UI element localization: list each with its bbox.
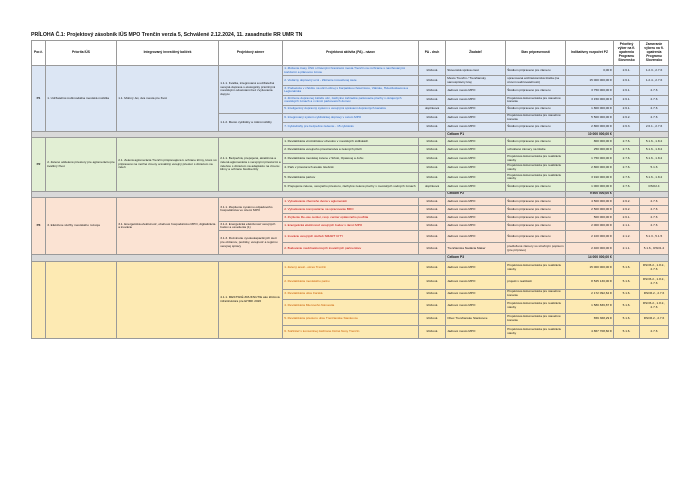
pa-cell: 1. Energetická efektívnosť verejných budov v rámci MPO — [283, 221, 419, 230]
budget-cell: 0,00 € — [566, 66, 614, 76]
pa-cell: 2. Revitalizácia verejného priestranstva a zelených plôch — [283, 146, 419, 154]
status-cell: Štúdium pripravené pre zámeru — [506, 205, 566, 213]
table-row — [32, 138, 669, 146]
pa-cell: 7. Cyklodráhy pre bezpečné riešenie - 15 cyklotrás — [283, 123, 419, 132]
row-number: P3 — [32, 197, 46, 254]
type-cell: kľúčová — [419, 173, 446, 182]
budget-cell: 800 000,00 € — [566, 138, 614, 146]
focus-cell: 1.2.4., 2.7.6 — [640, 76, 669, 86]
zamer-cell: 3.1.3. Rozvinutie vysokokapacitných sietí pre občanov, podniky, verejnosť a regiónu verejnej správy — [219, 231, 283, 255]
applicant-cell: Jadrové mesto MPO — [446, 138, 506, 146]
applicant-cell: Jadrové mesto MPO — [446, 221, 506, 230]
selection-cell: 2.6.2. — [614, 205, 640, 213]
applicant-cell: Jadrové mesto MPO — [446, 173, 506, 182]
applicant-cell: Jadrové mesto MPO — [446, 261, 506, 275]
type-cell: kľúčová — [419, 95, 446, 105]
status-cell: Projektová dokumentácia pre realizáciu stavby — [506, 163, 566, 172]
budget-cell: 1 800 000,00 € — [566, 105, 614, 113]
applicant-cell: Jadrové mesto MPO — [446, 325, 506, 338]
type-cell: kľúčová — [419, 138, 446, 146]
type-cell: kľúčová — [419, 231, 446, 243]
table-body — [32, 66, 669, 338]
total-label: Celkom P1 — [446, 132, 566, 138]
table-row — [32, 197, 669, 205]
selection-cell: 2.6.1. — [614, 76, 640, 86]
type-cell: doplnková — [419, 182, 446, 191]
selection-cell: 2.6.1. — [614, 213, 640, 221]
zamer-cell: 1.1.2. Mesto cyklistiky a mikromobility — [219, 113, 283, 131]
total-value: 10 000 000,00 € — [566, 132, 614, 138]
total-value: 9 500 000,00 € — [566, 191, 614, 197]
focus-cell: 1.2.3., 2.7.6 — [640, 66, 669, 76]
budget-cell: 2 400 000,00 € — [566, 243, 614, 255]
applicant-cell: Jadrové mesto MPO — [446, 213, 506, 221]
column-header: Indikatívny rozpočet PZ — [566, 41, 614, 66]
budget-cell: 15 000 000,00 € — [566, 261, 614, 275]
applicant-cell: Jadrové mesto MPO — [446, 105, 506, 113]
package-cell: 3.1. Energetická efektívnosť, obehové hospodárstvo MPO, digitalizácia a inovácie — [117, 197, 219, 254]
budget-cell: 4 867 708,60 € — [566, 325, 614, 338]
priority-cell: 2. Zelené oddelené priestory pre aglomeráciu pre kvalitný život — [46, 138, 117, 191]
type-cell: kľúčová — [419, 146, 446, 154]
status-cell: predložené zámery so stručným popisom (pre prípravu) — [506, 243, 566, 255]
focus-cell: 2.7.6 — [640, 213, 669, 221]
priority-cell: 3. Efektívne služby mestského rozvoja — [46, 197, 117, 254]
applicant-cell: Slovenská správa ciest — [446, 66, 506, 76]
selection-cell: 5.1.6. — [614, 289, 640, 299]
pa-cell: 4. Zníženie dopravnej záťaže ulíc, záchytné zahradné parkovacie plochy v okrajových mestských zónach a v rámci parkovacích domov — [283, 95, 419, 105]
selection-cell: 2.6.3. — [614, 123, 640, 132]
column-header: Zameranie výberu na fi. opatrenia Programu Slovensko — [640, 41, 669, 66]
type-cell: kľúčová — [419, 154, 446, 163]
pa-cell: 1. Zelený areál - okres Trenčín — [283, 261, 419, 275]
applicant-cell: Jadrové mesto MPO — [446, 205, 506, 213]
pa-cell: 5. Revitalizácia priestoru ulice Trenčianske Stankovce — [283, 313, 419, 325]
status-cell: Projektová dokumentácia pre stavebné konanie — [506, 313, 566, 325]
applicant-cell: Jadrové mesto MPO — [446, 289, 506, 299]
budget-cell: 500 000,00 € — [566, 213, 614, 221]
focus-cell: 2.7.6 — [640, 325, 669, 338]
applicant-cell: Jadrové mesto MPO — [446, 86, 506, 95]
applicant-cell: Jadrové mesto MPO — [446, 154, 506, 163]
status-cell: Štúdium pripravené pre zámeru — [506, 182, 566, 191]
pa-cell: 5. Revitalizácia parkov — [283, 173, 419, 182]
type-cell: kľúčová — [419, 163, 446, 172]
zamer-cell: 2.1.1. Bezpečná, prepojená, atraktívna a zelená aglomerácia s verejnými priestormi a zeleňou s dôrazom na adaptáciu na zmenu klímy a ochranu biodiverzity — [219, 138, 283, 191]
applicant-cell: Trenčianska Nadácia Maker — [446, 243, 506, 255]
focus-cell: 5.1.6., RSO1.2 — [640, 243, 669, 255]
row-number — [32, 261, 46, 338]
applicant-cell: Mesto Trenčín / Trenčiansky samosprávny kraj — [446, 76, 506, 86]
pa-cell: 1. Revitalizácia vnútroblokov obvodov v mestských sídliskách — [283, 138, 419, 146]
applicant-cell: Jadrové mesto MPO — [446, 123, 506, 132]
document-title: PRÍLOHA Č.1: Projektový zásobník IÚS MPO Trenčín verzia 5, Schválené 2.12.2024, 11. zasadnutie RR UMR TN — [31, 32, 303, 38]
budget-cell: 2 500 000,00 € — [566, 205, 614, 213]
selection-cell: 2.6.2. — [614, 197, 640, 205]
table-row — [32, 66, 669, 76]
pa-cell: 3. Zvýšenie Re-use centier, resp. centier opätovného použitia — [283, 213, 419, 221]
row-number: P1 — [32, 66, 46, 132]
selection-cell: 2.7.6. — [614, 182, 640, 191]
pa-cell: 2. Vodárny dopravný uzol - Zlúčenie inovatívnej siete — [283, 76, 419, 86]
budget-cell: 2 800 000,00 € — [566, 163, 614, 172]
status-cell: Štúdium pripravené pre zámeru — [506, 221, 566, 230]
total-value: 14 000 000,00 € — [566, 255, 614, 261]
applicant-cell: Jadrové mesto MPO — [446, 299, 506, 313]
status-cell: Projektová dokumentácia pre realizáciu stavby — [506, 173, 566, 182]
budget-cell: 5 500 000,00 € — [566, 113, 614, 122]
type-cell: kľúčová — [419, 205, 446, 213]
focus-cell: RSO6.2., 2.7.6 — [640, 313, 669, 325]
focus-cell: RSO6.2., 2.7.6 — [640, 289, 669, 299]
focus-cell: 2.7.6 — [640, 86, 669, 95]
priority-cell: 1. Udržateľná multimodálna mestská mobilita — [46, 66, 117, 132]
status-cell: projekt v realizácii — [506, 275, 566, 289]
table-row — [32, 261, 669, 275]
column-header: Prioritný výber na fi. opatrenia Programu Slovensko — [614, 41, 640, 66]
status-cell: Štúdium pripravené pre zámeru — [506, 123, 566, 132]
pa-cell: 2. Budovanie medzisektorových inovačných partnerstiev — [283, 243, 419, 255]
type-cell: kľúčová — [419, 313, 446, 325]
selection-cell: 2.6.1. — [614, 105, 640, 113]
pa-cell: 2. Vybudovanie kompostárne na spracovanie BRO — [283, 205, 419, 213]
applicant-cell: Jadrové mesto MPO — [446, 163, 506, 172]
pa-cell: 5. Inteligentný dopravný systém s verejnými správami dopravných kanálov — [283, 105, 419, 113]
selection-cell: 2.6.1. — [614, 66, 640, 76]
type-cell: kľúčová — [419, 299, 446, 313]
focus-cell: 5.1.3., 5.1.5 — [640, 231, 669, 243]
zamer-cell: 3.1.2. Energetická efektívnosť verejných budov a osvetlenia (1) — [219, 221, 283, 230]
budget-cell: 15 000 000,00 € — [566, 76, 614, 86]
package-cell — [117, 261, 219, 338]
applicant-cell: Jadrové mesto MPO — [446, 113, 506, 122]
zamer-cell: 4.1.1. MESTSKÉ ZRUKNUTIE ako kľúčová infraštruktúra pre EHMK 2026 — [219, 261, 283, 338]
total-label: Celkom P2 — [446, 191, 566, 197]
focus-cell: 5.1.6., 1.8.2 — [640, 173, 669, 182]
type-cell: kľúčová — [419, 213, 446, 221]
applicant-cell: Jadrové mesto MPO — [446, 197, 506, 205]
status-cell: Štúdium pripravené pre zámeru — [506, 213, 566, 221]
budget-cell: 1 000 000,00 € — [566, 182, 614, 191]
budget-cell: 2 800 000,00 € — [566, 123, 614, 132]
status-cell: Projektová dokumentácia pre realizáciu stavby — [506, 261, 566, 275]
budget-cell: 1 580 836,87 € — [566, 299, 614, 313]
type-cell: kľúčová — [419, 243, 446, 255]
budget-cell: 2 000 000,00 € — [566, 221, 614, 230]
status-cell: Štúdium pripravené pre zámeru — [506, 197, 566, 205]
status-cell: Projektová dokumentácia pre stavebné konanie — [506, 289, 566, 299]
row-number: P2 — [32, 138, 46, 191]
type-cell: doplnková — [419, 105, 446, 113]
pa-cell: 4. Revitalizácia Mierového Námestia — [283, 299, 419, 313]
selection-cell: 2.6.2. — [614, 113, 640, 122]
type-cell: kľúčová — [419, 275, 446, 289]
selection-cell: 5.1.6. — [614, 325, 640, 338]
type-cell: kľúčová — [419, 289, 446, 299]
selection-cell: 2.1.1. — [614, 221, 640, 230]
budget-cell: 2 100 000,00 € — [566, 231, 614, 243]
column-header: Projektový zámer — [219, 41, 283, 66]
applicant-cell: Jadrové mesto MPO — [446, 275, 506, 289]
type-cell: kľúčová — [419, 261, 446, 275]
column-header: PA - druh — [419, 41, 446, 66]
focus-cell: 2.7.6 — [640, 105, 669, 113]
column-header: Stav pripravenosti — [506, 41, 566, 66]
focus-cell: 2.7.6 — [640, 205, 669, 213]
status-cell: Projektová dokumentácia pre realizáciu stavby — [506, 325, 566, 338]
status-cell: Štúdium pripravené pre zámeru — [506, 138, 566, 146]
pa-cell: 6. Súčiniteľ v komunitnej záchrane Dolné Nosy Trenčín — [283, 325, 419, 338]
package-cell: 1.1. Mobný Jet, dva mesta pre život — [117, 66, 219, 132]
budget-cell: 3 750 000,00 € — [566, 86, 614, 95]
budget-cell: 250 000,00 € — [566, 146, 614, 154]
budget-cell: 3 150 000,00 € — [566, 95, 614, 105]
status-cell: Projektová dokumentácia pre stavebné konanie — [506, 95, 566, 105]
selection-cell: 2.7.6. — [614, 154, 640, 163]
status-cell: Projektová dokumentácia pre realizáciu stavby — [506, 299, 566, 313]
focus-cell: 2.6.1., 2.7.6 — [640, 123, 669, 132]
pa-cell: 3. Revitalizácia mestskej zelene v Sihoti, Opatovej a Juhu — [283, 154, 419, 163]
focus-cell: 5.1.6., 1.8.2 — [640, 138, 669, 146]
status-cell: Projektová dokumentácia pre stavebné konanie — [506, 113, 566, 122]
budget-cell: 1 750 000,00 € — [566, 154, 614, 163]
package-cell: 2.1. Zelená aglomerácia Trenčín prispievajúca k ochrane klímy, ktoré sú pripravené na možné zmeny a kvalitný verejný priestor s dôrazom na zeleň — [117, 138, 219, 191]
budget-cell: 2 172 092,62 € — [566, 289, 614, 299]
focus-cell: 2.7.6 — [640, 95, 669, 105]
status-cell: Štúdium pripravené pre zámeru — [506, 66, 566, 76]
selection-cell: 2.1.2. — [614, 231, 640, 243]
pa-cell: 2. Revitalizácia mestského parku — [283, 275, 419, 289]
zamer-cell: 3.1.1. Zlepšenie systému odpadového hospodárstva vo území MPO — [219, 197, 283, 221]
pa-cell: 6. Prepojenie zelene, verejného priestoru, záchytné zelené plochy v mestských vodných zónach — [283, 182, 419, 191]
column-header: Integrovaný investičný balíček — [117, 41, 219, 66]
focus-cell: 2.7.6 — [640, 221, 669, 230]
applicant-cell: Jadrové mesto MPO — [446, 146, 506, 154]
status-cell: schválené zámery na štúdie — [506, 146, 566, 154]
pa-cell: 1. Vybudovanie zberného dvora v aglomerácii — [283, 197, 419, 205]
selection-cell: 5.1.6. — [614, 275, 640, 289]
budget-cell: 4 500 000,00 € — [566, 197, 614, 205]
type-cell: kľúčová — [419, 86, 446, 95]
status-cell: Štúdium pripravené pre zámeru — [506, 105, 566, 113]
focus-cell: RSO2.4 — [640, 182, 669, 191]
pa-cell: 1. Zlúčenie trasy ÚSU s hlavnými hranicami mesta Trenčín na rozhranie s navrhovanými koridormi a plánovou zónou — [283, 66, 419, 76]
column-header: Por.č. — [32, 41, 46, 66]
pa-cell: 6. Integrovaný systém cyklistickej dopravy v celom MPO — [283, 113, 419, 122]
selection-cell: 2.7.6. — [614, 163, 640, 172]
selection-cell: 5.1.6. — [614, 313, 640, 325]
project-table — [31, 40, 669, 339]
column-header: Priorita IÚS — [46, 41, 117, 66]
selection-cell: 2.6.1. — [614, 86, 640, 95]
status-cell: spracovaná architektonická štúdia (na úrovni realizovateľnosti) — [506, 76, 566, 86]
applicant-cell: Obec Trenčianske Stankovce — [446, 313, 506, 325]
budget-cell: 659 368,29 € — [566, 313, 614, 325]
applicant-cell: Jadrové mesto MPO — [446, 182, 506, 191]
type-cell: kľúčová — [419, 123, 446, 132]
budget-cell: 8 525 130,00 € — [566, 275, 614, 289]
selection-cell: 5.1.6. — [614, 299, 640, 313]
focus-cell: 2.7.6 — [640, 197, 669, 205]
selection-cell: 2.6.1. — [614, 95, 640, 105]
status-cell: Štúdium pripravené pre zámeru — [506, 86, 566, 95]
pa-cell: 3. Podsekcia v chôdze na ulici Lúčnej s Karpatskou železnicou, Vlárske, Hviezdoslavova a Legionárska — [283, 86, 419, 95]
total-label: Celkom P3 — [446, 255, 566, 261]
type-cell: kľúčová — [419, 197, 446, 205]
applicant-cell: Jadrové mesto MPO — [446, 231, 506, 243]
selection-cell: 2.7.6. — [614, 138, 640, 146]
header-row — [32, 41, 669, 66]
type-cell: kľúčová — [419, 66, 446, 76]
focus-cell: 5.1.6 — [640, 163, 669, 172]
status-cell: Projektová dokumentácia pre realizáciu stavby — [506, 154, 566, 163]
type-cell: kľúčová — [419, 221, 446, 230]
selection-cell: 2.7.6. — [614, 146, 640, 154]
focus-cell: RSO6.2., 1.8.2., 2.7.6 — [640, 261, 669, 275]
focus-cell: RSO6.2., 1.8.2., 2.7.6 — [640, 275, 669, 289]
zamer-cell: 1.1.1. Kvalita, integrovaná a udržateľná verejná doprava s ekologicky prioritnými mestskými odvetviami bez zvyšovania dopytu — [219, 66, 283, 113]
pa-cell: 3. Revitalizácia ulice Farská — [283, 289, 419, 299]
priority-cell — [46, 261, 117, 338]
selection-cell: 5.1.6. — [614, 261, 640, 275]
status-cell: Štúdium pripravené pre zámeru — [506, 231, 566, 243]
pa-cell: 1. Inovácie verejných služieb SMART CITY — [283, 231, 419, 243]
selection-cell: 2.1.1. — [614, 243, 640, 255]
focus-cell: 5.1.6., 1.8.2 — [640, 154, 669, 163]
type-cell: kľúčová — [419, 113, 446, 122]
selection-cell: 2.7.6. — [614, 173, 640, 182]
pa-cell: 4. Park v priestoroch areálu Istebník — [283, 163, 419, 172]
type-cell: kľúčová — [419, 325, 446, 338]
column-header: Projektová aktivita (PA) - názov — [283, 41, 419, 66]
column-header: Žiadateľ — [446, 41, 506, 66]
focus-cell: RSO6.2., 1.8.2., 2.7.6 — [640, 299, 669, 313]
applicant-cell: Jadrové mesto MPO — [446, 95, 506, 105]
type-cell: kľúčová — [419, 76, 446, 86]
budget-cell: 3 910 000,00 € — [566, 173, 614, 182]
focus-cell: 2.7.6 — [640, 113, 669, 122]
focus-cell: 5.1.6., 1.8.2 — [640, 146, 669, 154]
